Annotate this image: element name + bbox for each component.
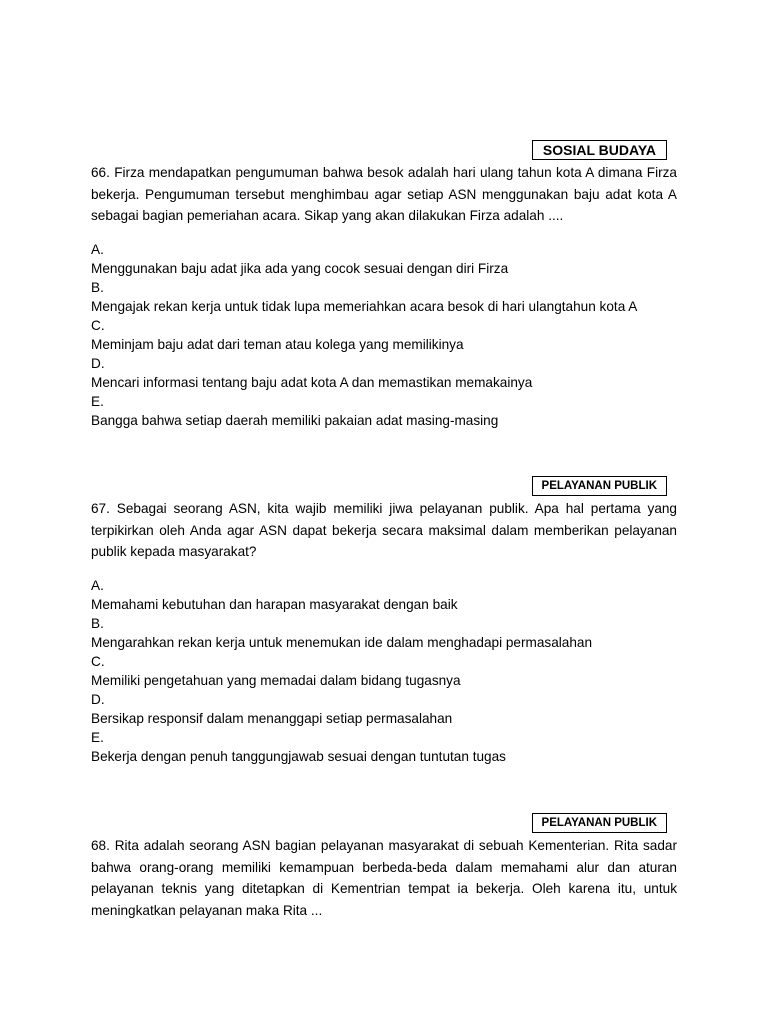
- option-e: [91, 728, 677, 766]
- question-67: [91, 476, 677, 766]
- option-a: [91, 240, 677, 278]
- category-label: PELAYANAN PUBLIK: [532, 813, 667, 833]
- option-letter: C.: [91, 653, 105, 669]
- question-68: [91, 813, 677, 921]
- category-row: [91, 476, 677, 496]
- option-text: Mengajak rekan kerja untuk tidak lupa memeriahkan acara besok di hari ulangtahun kota A: [91, 298, 638, 314]
- category-row: [91, 140, 677, 160]
- option-a: [91, 576, 677, 614]
- question-66: [91, 140, 677, 430]
- question-text: 67. Sebagai seorang ASN, kita wajib memiliki jiwa pelayanan publik. Apa hal pertama yang terpikirkan oleh Anda agar ASN dapat bekerja secara maksimal dalam memberikan pelayanan publik kepada masyarakat?: [91, 501, 677, 559]
- option-letter: A.: [91, 241, 104, 257]
- option-b: [91, 614, 677, 652]
- option-letter: A.: [91, 577, 104, 593]
- option-text: Meminjam baju adat dari teman atau kolega yang memilikinya: [91, 336, 464, 352]
- options-list: [91, 576, 677, 766]
- option-c: [91, 316, 677, 354]
- category-label: PELAYANAN PUBLIK: [532, 476, 667, 496]
- option-text: Bangga bahwa setiap daerah memiliki pakaian adat masing-masing: [91, 412, 499, 428]
- category-label: SOSIAL BUDAYA: [532, 140, 667, 160]
- option-c: [91, 652, 677, 690]
- option-text: Mencari informasi tentang baju adat kota A dan memastikan memakainya: [91, 374, 533, 390]
- option-text: Mengarahkan rekan kerja untuk menemukan ide dalam menghadapi permasalahan: [91, 634, 593, 650]
- option-text: Memahami kebutuhan dan harapan masyarakat dengan baik: [91, 596, 458, 612]
- question-text: 66. Firza mendapatkan pengumuman bahwa besok adalah hari ulang tahun kota A dimana Firza bekerja. Pengumuman tersebut menghimbau agar setiap ASN menggunakan baju adat kota A sebagai bagian pemeriahan acara. Sikap yang akan dilakukan Firza adalah ....: [91, 165, 677, 223]
- option-text: Memiliki pengetahuan yang memadai dalam bidang tugasnya: [91, 672, 461, 688]
- option-letter: D.: [91, 691, 105, 707]
- option-letter: E.: [91, 393, 104, 409]
- option-letter: E.: [91, 729, 104, 745]
- option-d: [91, 690, 677, 728]
- option-letter: B.: [91, 279, 104, 295]
- option-text: Menggunakan baju adat jika ada yang cocok sesuai dengan diri Firza: [91, 260, 509, 276]
- options-list: [91, 240, 677, 430]
- option-letter: C.: [91, 317, 105, 333]
- option-letter: D.: [91, 355, 105, 371]
- option-d: [91, 354, 677, 392]
- question-text: 68. Rita adalah seorang ASN bagian pelayanan masyarakat di sebuah Kementerian. Rita sadar bahwa orang-orang memiliki kemampuan berbeda-beda dalam memahami alur dan aturan pelayanan teknis yang ditetapkan di Kementrian tempat ia bekerja. Oleh karena itu, untuk meningkatkan pelayanan maka Rita ...: [91, 838, 677, 918]
- option-b: [91, 278, 677, 316]
- option-letter: B.: [91, 615, 104, 631]
- option-text: Bekerja dengan penuh tanggungjawab sesuai dengan tuntutan tugas: [91, 748, 506, 764]
- option-text: Bersikap responsif dalam menanggapi setiap permasalahan: [91, 710, 453, 726]
- option-e: [91, 392, 677, 430]
- category-row: [91, 813, 677, 833]
